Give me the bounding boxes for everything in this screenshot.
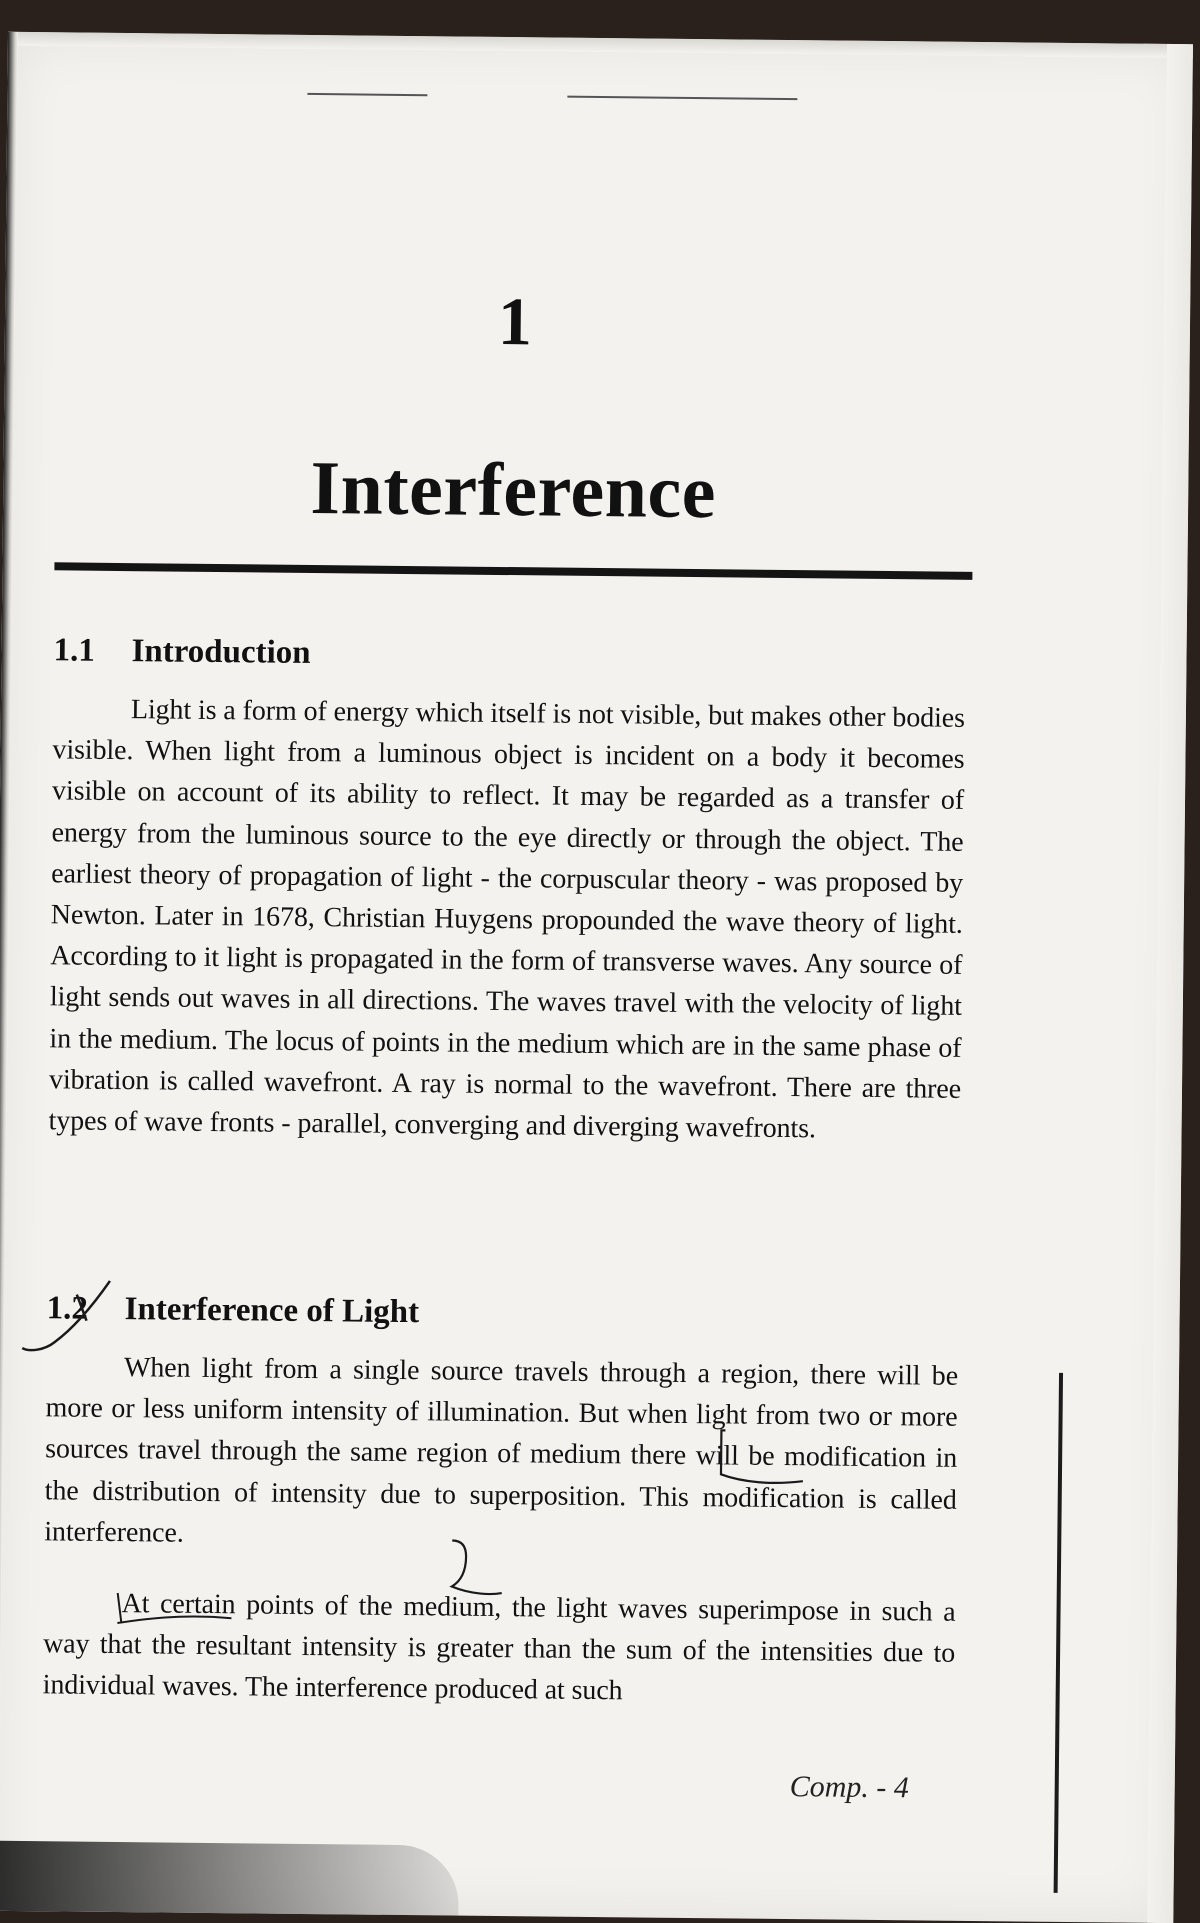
chapter-number: 1 bbox=[497, 282, 533, 360]
section-number: 1.1 bbox=[53, 632, 95, 669]
section-heading-introduction bbox=[53, 632, 310, 672]
header-dash bbox=[307, 93, 427, 96]
printer-signature-mark: Comp. - 4 bbox=[789, 1770, 910, 1805]
paragraph-constructive-interference: At certain points of the medium, the light waves superimpose in such a way that the resultant intensity is greater than the sum of the intensities due to individual waves. The interference produced at such bbox=[42, 1588, 956, 1707]
page-top-edge bbox=[8, 32, 1193, 58]
section-number: 1.2 bbox=[46, 1290, 89, 1327]
page-right-edge bbox=[1147, 44, 1193, 1923]
chapter-title: Interference bbox=[310, 445, 717, 535]
scan-shadow bbox=[0, 1841, 459, 1916]
paragraph-introduction: Light is a form of energy which itself is not visible, but makes other bodies visible. When light from a luminous object is incident on a body it becomes visible on account of its ability to reflect. It may be regarded as a transfer of energy from the luminous source to the eye directly or through the object. The earliest theory of propagation of light - the corpuscular theory - was proposed by Newton. Later in 1678, Christian Huygens propounded the wave theory of light. According to it light is propagated in the form of transverse waves. Any source of light sends out waves in all directions. The waves travel with the velocity of light in the medium. The locus of points in the medium which are in the same phase of vibration is called wavefront. A ray is normal to the wavefront. There are three types of wave fronts - parallel, converging and diverging wavefronts. bbox=[48, 694, 966, 1145]
section-title: Introduction bbox=[131, 633, 311, 671]
title-rule bbox=[54, 562, 972, 580]
page-left-edge bbox=[0, 32, 18, 1911]
header-dash bbox=[567, 96, 797, 100]
section-heading-interference-of-light bbox=[46, 1290, 419, 1331]
book-page bbox=[0, 32, 1193, 1923]
binding-shadow-line bbox=[1054, 1373, 1063, 1893]
paragraph-interference-definition: When light from a single source travels through a region, there will be more or less uniform intensity of illumination. But when light from two or more sources travel through the same region of medium there will be modification in the distribution of intensity due to superposition. This modification is called interference. bbox=[44, 1352, 959, 1549]
section-title: Interference of Light bbox=[124, 1291, 420, 1331]
